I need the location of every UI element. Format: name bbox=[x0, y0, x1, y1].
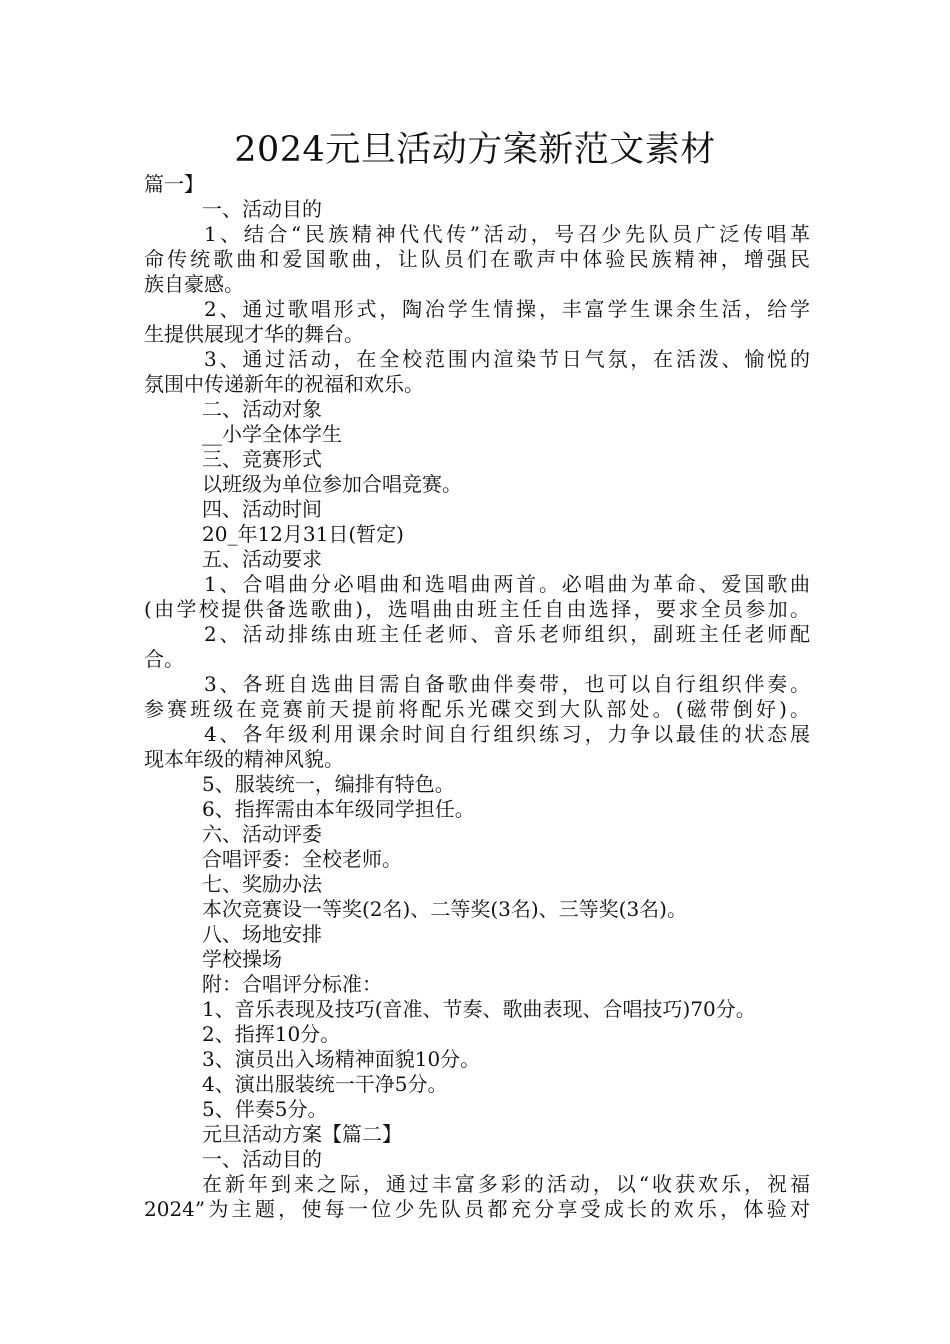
heading: 二、活动对象 bbox=[202, 397, 322, 421]
section-label: 篇一】 bbox=[144, 172, 204, 196]
text-line: 20_年12月31日(暂定) bbox=[202, 522, 404, 546]
text-line: 学校操场 bbox=[202, 947, 282, 971]
text-line: 附：合唱评分标准： bbox=[202, 972, 382, 996]
paragraph-line: 氛围中传递新年的祝福和欢乐。 bbox=[144, 372, 424, 396]
paragraph-line: 2、活动排练由班主任老师、音乐老师组织，副班主任老师配 bbox=[204, 622, 810, 646]
paragraph-line: 4、各年级利用课余时间自行组织练习，力争以最佳的状态展 bbox=[204, 722, 810, 746]
heading: 一、活动目的 bbox=[202, 1147, 322, 1171]
paragraph-line: 合。 bbox=[144, 647, 184, 671]
text-line: 1、音乐表现及技巧(音准、节奏、歌曲表现、合唱技巧)70分。 bbox=[202, 997, 756, 1021]
paragraph-line: 生提供展现才华的舞台。 bbox=[144, 322, 364, 346]
text-line: __小学全体学生 bbox=[202, 422, 342, 446]
text-line: 5、伴奏5分。 bbox=[202, 1097, 328, 1121]
heading: 八、场地安排 bbox=[202, 922, 322, 946]
text-line: 本次竞赛设一等奖(2名)、二等奖(3名)、三等奖(3名)。 bbox=[202, 897, 687, 921]
document-title: 2024元旦活动方案新范文素材 bbox=[234, 130, 716, 170]
text-line: 5、服装统一，编排有特色。 bbox=[202, 772, 455, 796]
heading: 六、活动评委 bbox=[202, 822, 322, 846]
heading: 一、活动目的 bbox=[202, 197, 322, 221]
paragraph-line: 参赛班级在竞赛前天提前将配乐光碟交到大队部处。(磁带倒好)。 bbox=[144, 697, 810, 721]
heading: 四、活动时间 bbox=[202, 497, 322, 521]
document-body bbox=[144, 172, 810, 1222]
heading: 三、竞赛形式 bbox=[202, 447, 322, 471]
text-line: 4、演出服装统一干净5分。 bbox=[202, 1072, 448, 1096]
paragraph-line: 3、通过活动，在全校范围内渲染节日气氛，在活泼、愉悦的 bbox=[204, 347, 810, 371]
text-line: 合唱评委：全校老师。 bbox=[202, 847, 402, 871]
section-heading: 元旦活动方案【篇二】 bbox=[202, 1122, 402, 1146]
paragraph-line: 族自豪感。 bbox=[144, 272, 244, 296]
paragraph-line: 命传统歌曲和爱国歌曲，让队员们在歌声中体验民族精神，增强民 bbox=[144, 247, 810, 271]
paragraph-line: 2、通过歌唱形式，陶冶学生情操，丰富学生课余生活，给学 bbox=[204, 297, 810, 321]
paragraph-line: 1、结合“民族精神代代传”活动，号召少先队员广泛传唱革 bbox=[204, 222, 810, 246]
text-line: 2、指挥10分。 bbox=[202, 1022, 341, 1046]
paragraph-line: 3、各班自选曲目需自备歌曲伴奏带，也可以自行组织伴奏。 bbox=[204, 672, 810, 696]
heading: 五、活动要求 bbox=[202, 547, 322, 571]
text-line: 6、指挥需由本年级同学担任。 bbox=[202, 797, 475, 821]
text-line: 以班级为单位参加合唱竞赛。 bbox=[202, 472, 462, 496]
paragraph-line: 现本年级的精神风貌。 bbox=[144, 747, 344, 771]
paragraph-line: 在新年到来之际，通过丰富多彩的活动，以“收获欢乐，祝福 bbox=[202, 1172, 810, 1196]
paragraph-line: 2024”为主题，使每一位少先队员都充分享受成长的欢乐，体验对 bbox=[144, 1197, 810, 1221]
paragraph-line: 1、合唱曲分必唱曲和选唱曲两首。必唱曲为革命、爱国歌曲 bbox=[204, 572, 810, 596]
heading: 七、奖励办法 bbox=[202, 872, 322, 896]
paragraph-line: (由学校提供备选歌曲)，选唱曲由班主任自由选择，要求全员参加。 bbox=[144, 597, 810, 621]
text-line: 3、演员出入场精神面貌10分。 bbox=[202, 1047, 481, 1071]
